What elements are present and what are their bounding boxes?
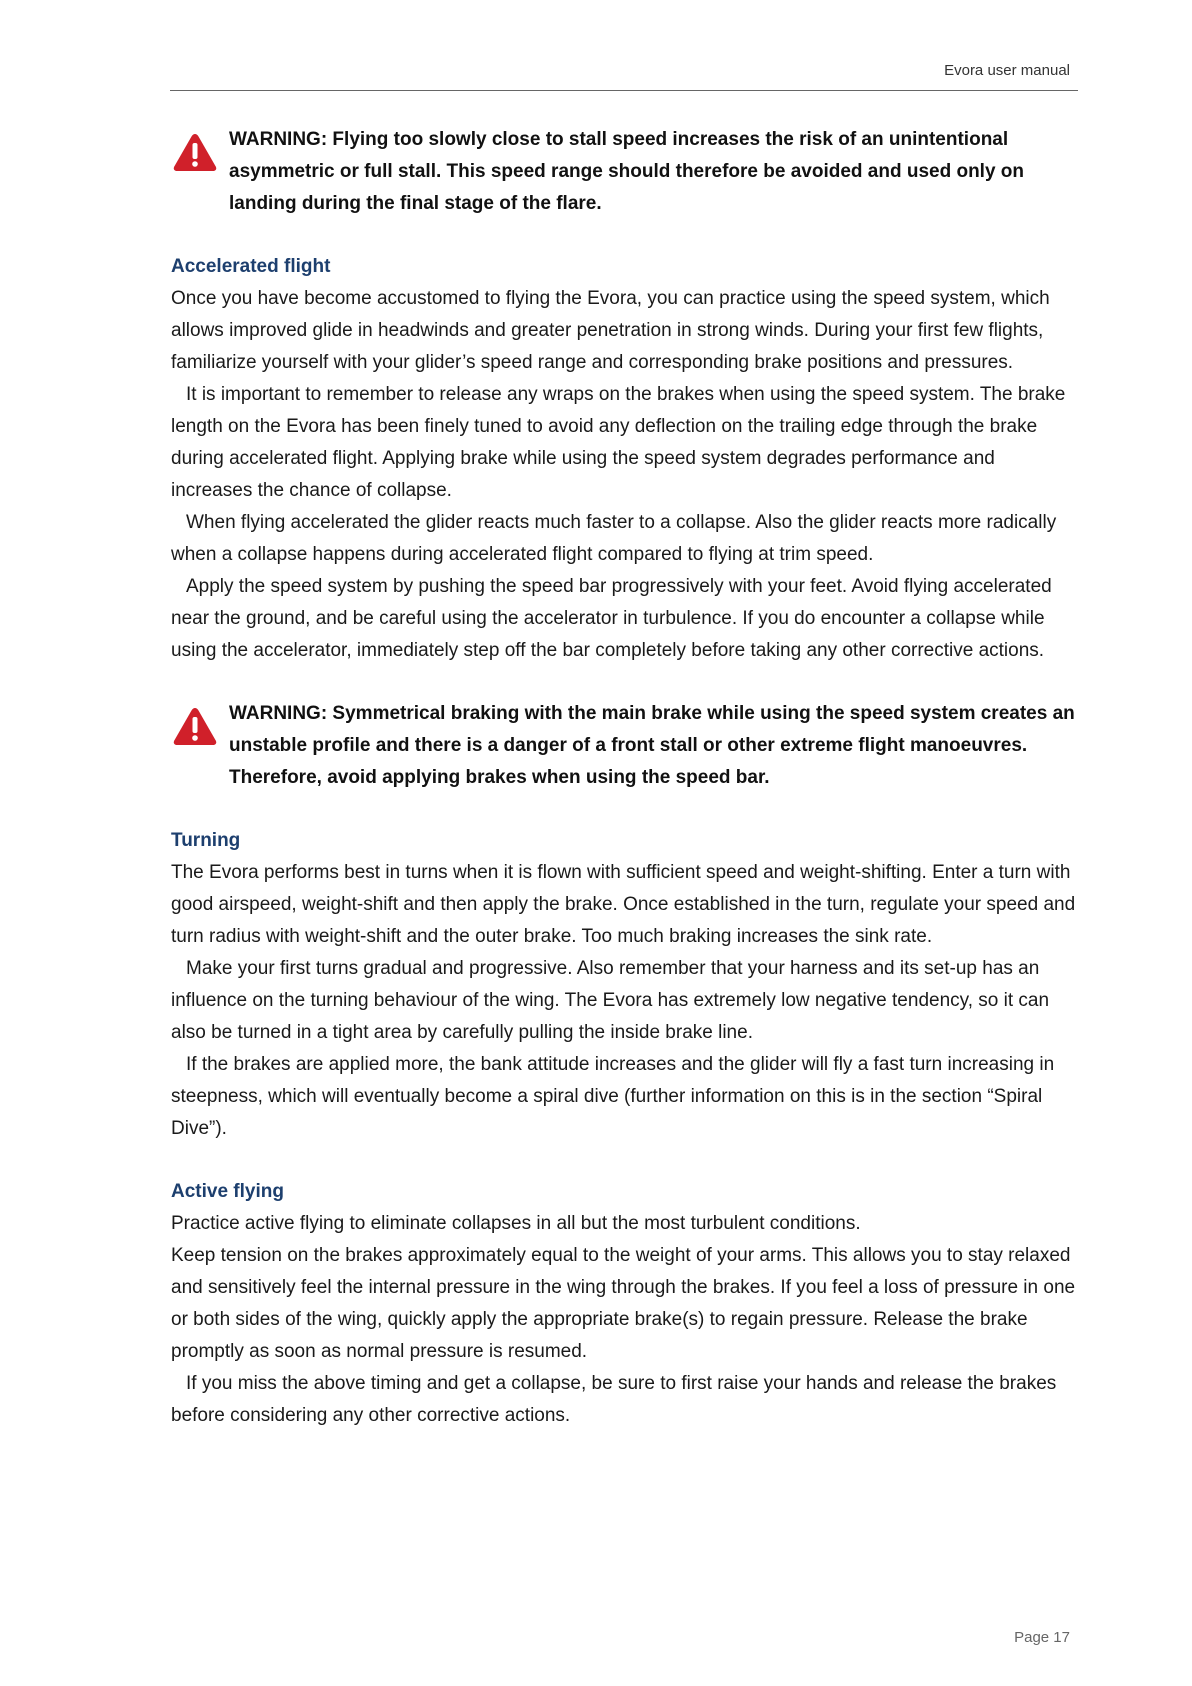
warning-text: WARNING: Symmetrical braking with the main brake while using the speed system creates an unstable profile and there is a danger of a front stall or other extreme flight manoeuvres. Therefore, avoid applying brakes when using the speed bar. xyxy=(229,703,1075,788)
paragraph: If the brakes are applied more, the bank attitude increases and the glider will fly a fast turn increasing in steepness, which will eventually become a spiral dive (further information on this is in the section “Spiral Dive”). xyxy=(171,1054,1055,1139)
section-title-accelerated-flight: Accelerated flight xyxy=(171,256,331,277)
paragraph: Once you have become accustomed to flying the Evora, you can practice using the speed system, which allows improved glide in headwinds and greater penetration in strong winds. During your first few flights, familiarize yourself with your glider’s speed range and corresponding brake positions and pressures. xyxy=(171,288,1050,373)
page-content xyxy=(171,124,1077,1432)
section-title-active-flying: Active flying xyxy=(171,1181,284,1202)
paragraph: Make your first turns gradual and progressive. Also remember that your harness and its set-up has an influence on the turning behaviour of the wing. The Evora has extremely low negative tendency, so it can also be turned in a tight area by carefully pulling the inside brake line. xyxy=(171,958,1050,1043)
header-divider xyxy=(170,90,1078,91)
paragraph: Apply the speed system by pushing the speed bar progressively with your feet. Avoid flying accelerated near the ground, and be careful using the accelerator in turbulence. If you do encounter a collapse while using the accelerator, immediately step off the bar completely before taking any other corrective actions. xyxy=(171,576,1052,661)
paragraph: If you miss the above timing and get a collapse, be sure to first raise your hands and release the brakes before considering any other corrective actions. xyxy=(171,1373,1057,1426)
header-title: Evora user manual xyxy=(944,62,1070,79)
paragraph: Practice active flying to eliminate collapses in all but the most turbulent conditions. xyxy=(171,1213,861,1234)
paragraph: When flying accelerated the glider reacts much faster to a collapse. Also the glider reacts more radically when a collapse happens during accelerated flight compared to flying at trim speed. xyxy=(171,512,1057,565)
warning-box-symmetrical-braking xyxy=(171,698,1077,794)
paragraph: The Evora performs best in turns when it is flown with sufficient speed and weight-shifting. Enter a turn with good airspeed, weight-shift and then apply the brake. Once established in the turn, regulate your speed and turn radius with weight-shift and the outer brake. Too much braking increases the sink rate. xyxy=(171,862,1076,947)
paragraph: Keep tension on the brakes approximately equal to the weight of your arms. This allows you to stay relaxed and sensitively feel the internal pressure in the wing through the brakes. If you feel a loss of pressure in one or both sides of the wing, quickly apply the appropriate brake(s) to regain pressure. Release the brake promptly as soon as normal pressure is resumed. xyxy=(171,1245,1076,1362)
warning-box-stall xyxy=(171,124,1077,220)
section-title-turning: Turning xyxy=(171,830,241,851)
warning-triangle-icon xyxy=(172,706,218,747)
warning-text: WARNING: Flying too slowly close to stall speed increases the risk of an unintentional asymmetric or full stall. This speed range should therefore be avoided and used only on landing during the final stage of the flare. xyxy=(229,129,1025,214)
paragraph: It is important to remember to release any wraps on the brakes when using the speed system. The brake length on the Evora has been finely tuned to avoid any deflection on the trailing edge through the brake during accelerated flight. Applying brake while using the speed system degrades performance and increases the chance of collapse. xyxy=(171,384,1066,501)
page-number: Page 17 xyxy=(1014,1629,1070,1646)
warning-triangle-icon xyxy=(172,132,218,173)
